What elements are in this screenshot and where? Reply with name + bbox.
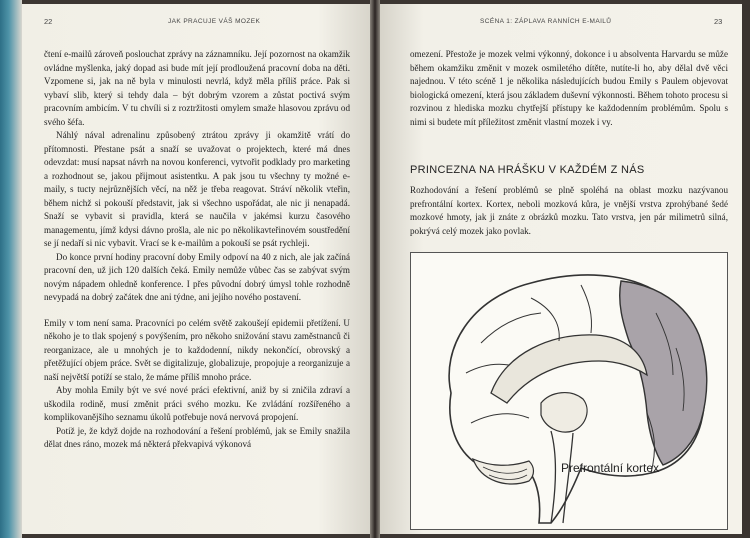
section-heading: PRINCEZNA NA HRÁŠKU V KAŽDÉM Z NÁS (410, 164, 645, 176)
left-paragraph-6: Potíž je, že když dojde na rozhodování a řešení problémů, jak se Emily snažila dělat dnes ráno, mozek má některá překvapivá výkonová (44, 425, 350, 449)
adjacent-book-edge (0, 0, 22, 538)
left-paragraph-4: Emily v tom není sama. Pracovníci po celém světě zakoušejí epidemii přetížení. U někoho je to tlak spojený s povýšením, pro někoho snižování stavu zaměstnanců či reorganizace, ale u mnohých je to každodenní, nikdy nekončící, obrovský a přetěžující objem práce. Svět se digitalizuje, globalizuje, propojuje a reorganizuje a naší největší potíží se stalo, že máme příliš mnoho práce. (44, 317, 350, 382)
right-page (380, 4, 742, 534)
right-paragraph-1: omezení. Přestože je mozek velmi výkonný, dokonce i u absolventa Harvardu se může během okamžiku změnit v mozek osmiletého dítěte, nutíte-li ho, aby dělal dvě věci najednou. V této scéně 1 je několika následujících budou Emily s Paulem objevovat biologická omezení, která jsou základem duševní výkonnosti. Během tohoto procesu si rozvinou z hlediska mozku chytřejší přístupy ke každodenním problémům. Spolu s nimi si budete mít příležitost změnit vlastní mozek i vy. (410, 49, 728, 127)
left-paragraph-3: Do konce první hodiny pracovní doby Emily odpoví na 40 z nich, ale jak začíná pracovní den, už jich 120 dalších čeká. Emily nemůže vůbec čas se zabývat svým novým nápadem ohledně konference. I přes původní dobrý úmysl tohle rozhodně nevypadá na dobrý začátek dne ani týdne, ani jejího nového postavení. (44, 251, 350, 302)
right-intro-text (410, 48, 728, 129)
left-page-number: 22 (44, 17, 53, 26)
left-body-text (44, 48, 350, 452)
right-section-text (410, 184, 728, 238)
book-gutter (370, 0, 380, 538)
figure-label: Prefrontální kortex (561, 461, 660, 475)
right-page-number: 23 (714, 17, 723, 26)
left-paragraph-5: Aby mohla Emily být ve své nové práci efektivní, aniž by si zničila zdraví a uškodila rodině, musí změnit práci svého mozku. Ke zvládání rozšířeného a komplikovanějšího seznamu úkolů potřebuje nová nervová propojení. (44, 385, 350, 422)
right-running-head: SCÉNA 1: ZÁPLAVA RANNÍCH E-MAILŮ (480, 18, 612, 25)
brain-figure (410, 252, 728, 530)
background-edge (742, 0, 750, 538)
left-paragraph-1: čtení e-mailů zároveň poslouchat zprávy na záznamníku. Její pozornost na okamžik ovládne myšlenka, jaký dopad asi bude mít její prodloužená pracovní doba na děti. Vzpomene si, jak na ně byla v minulosti nevrlá, když měla příliš práce. Pak si vybaví slib, který si tehdy dala – být dobrým vzorem a zůstat poctivá svým pracovním ambicím. V tu chvíli si z roztržitosti omylem smaže hlasovou zprávu od svého šéfa. (44, 49, 350, 127)
brain-illustration (411, 253, 729, 531)
left-running-head: JAK PRACUJE VÁŠ MOZEK (168, 18, 261, 25)
left-page (22, 4, 370, 534)
right-paragraph-2: Rozhodování a řešení problémů se plně spoléhá na oblast mozku nazývanou prefrontální kortex. Kortex, neboli mozková kůra, je vnější vrstva zprohýbané šedé mozkové hmoty, jak ji znáte z obrázků mozku. Tato vrstva, jen pár milimetrů silná, pokrývá celý mozek jako povlak. (410, 185, 728, 236)
thalamus (541, 393, 587, 432)
left-paragraph-2: Náhlý nával adrenalinu způsobený ztrátou zprávy ji okamžitě vrátí do přítomnosti. Přestane psát a snaží se uvažovat o projektech, které má dnes odevzdat: musí napsat návrh na novou konferenci, vytvořit podklady pro marketing a rozhodnout se, jakou přijmout asistentku. A pak jsou tu všechny ty možné e-maily, s tucty nejrůznějších věcí, na něž je třeba reagovat. Stráví několik vteřin, během nichž si pokouší představit, jak si všechno uspořádat, ale nic ji nenapadá. Snaží se vybavit si pravidla, která se naučila v jakémsi kurzu časového managementu, jímž kdysi dávno prošla, ale nic po několikavteřinovém soustředění se jí nedaří si nic vybavit. Vrací se k e-mailům a pokouší se psát rychleji. (44, 130, 350, 248)
